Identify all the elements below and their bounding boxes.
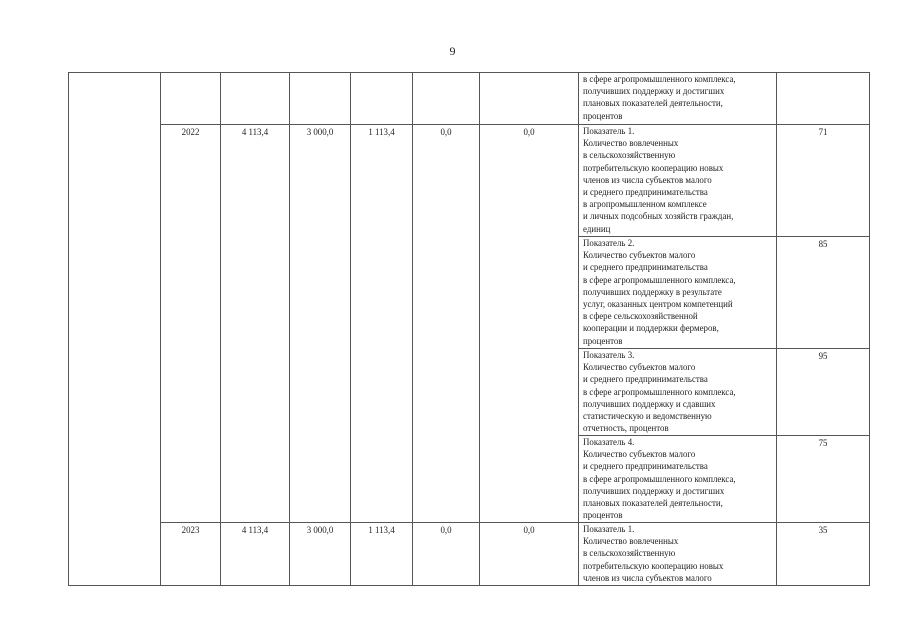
- year-cell: 2022: [161, 125, 221, 523]
- year-cell: [161, 73, 221, 125]
- regional-cell: [351, 73, 413, 125]
- regional-cell: 1 113,4: [351, 523, 413, 586]
- value-cell: 71: [777, 125, 870, 237]
- total-cell: 4 113,4: [221, 125, 290, 523]
- indicator-cell: Показатель 2. Количество субъектов малого и среднего предпринимательства в сфере агропромышленного комплекса, получивших поддержку в результате услуг, оказанных центром компетенций в сфере сельскохозяйственной кооперации и поддержки фермеров, процентов: [579, 237, 777, 349]
- value-cell: [777, 73, 870, 125]
- local-cell: 0,0: [413, 125, 480, 523]
- indicator-cell: Показатель 4. Количество субъектов малого и среднего предпринимательства в сфере агропромышленного комплекса, получивших поддержку и достигших плановых показателей деятельности, процентов: [579, 436, 777, 523]
- indicator-cell: Показатель 3. Количество субъектов малого и среднего предпринимательства в сфере агропромышленного комплекса, получивших поддержку и сдавших статистическую и ведомственную отчетность, процентов: [579, 349, 777, 436]
- value-cell: 75: [777, 436, 870, 523]
- federal-cell: 3 000,0: [290, 523, 351, 586]
- local-cell: 0,0: [413, 523, 480, 586]
- budget-indicator-table: [68, 72, 870, 586]
- table-row: [69, 523, 870, 586]
- year-cell: 2023: [161, 523, 221, 586]
- other-cell: 0,0: [480, 125, 579, 523]
- regional-cell: 1 113,4: [351, 125, 413, 523]
- value-cell: 85: [777, 237, 870, 349]
- federal-cell: [290, 73, 351, 125]
- table-row: [69, 73, 870, 125]
- total-cell: [221, 73, 290, 125]
- page-number: 9: [449, 44, 456, 58]
- federal-cell: 3 000,0: [290, 125, 351, 523]
- other-cell: 0,0: [480, 523, 579, 586]
- total-cell: 4 113,4: [221, 523, 290, 586]
- table-row: [69, 125, 870, 237]
- indicator-cell: Показатель 1. Количество вовлеченных в сельскохозяйственную потребительскую кооперацию новых членов из числа субъектов малого: [579, 523, 777, 586]
- program-cell: [69, 73, 161, 586]
- local-cell: [413, 73, 480, 125]
- other-cell: [480, 73, 579, 125]
- value-cell: 35: [777, 523, 870, 586]
- indicator-cell: Показатель 1. Количество вовлеченных в сельскохозяйственную потребительскую кооперацию новых членов из числа субъектов малого и среднего предпринимательства в агропромышленном комплексе и личных подсобных хозяйств граждан, единиц: [579, 125, 777, 237]
- value-cell: 95: [777, 349, 870, 436]
- indicator-cell: в сфере агропромышленного комплекса, получивших поддержку и достигших плановых показателей деятельности, процентов: [579, 73, 777, 125]
